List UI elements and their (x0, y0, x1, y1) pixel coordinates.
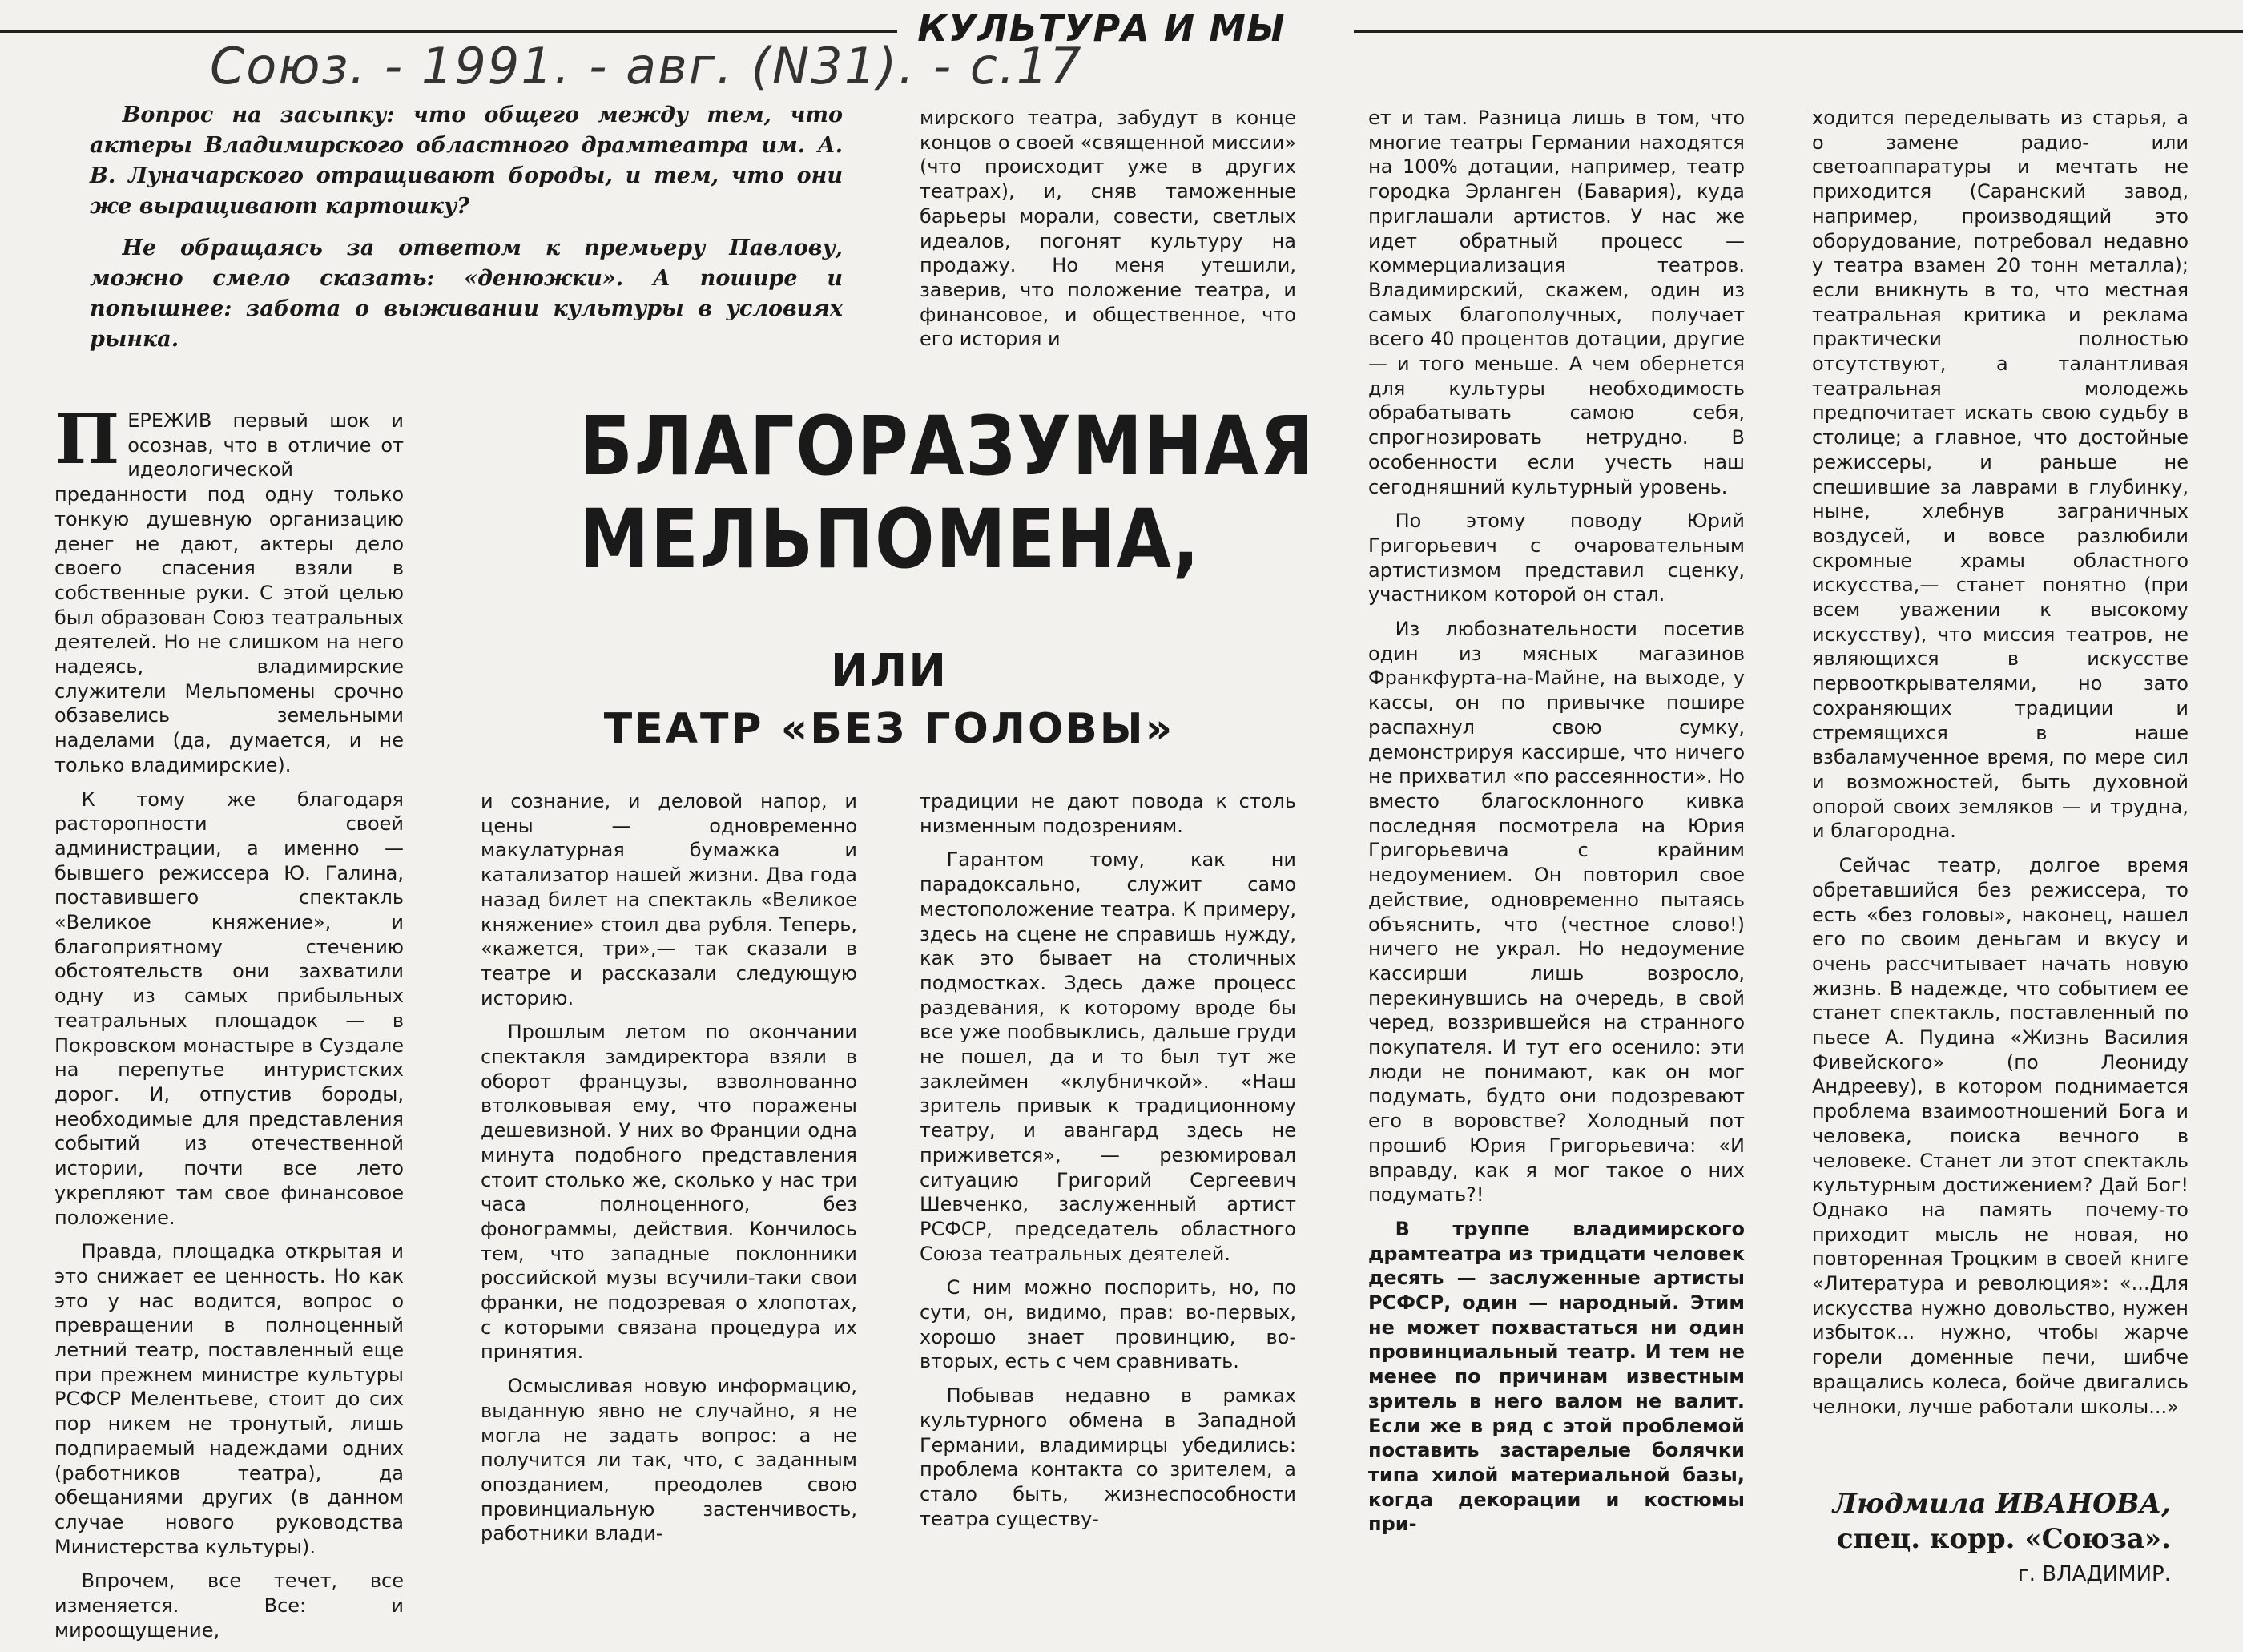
column-5 (1812, 106, 2189, 1428)
author-name: Людмила ИВАНОВА, (1832, 1488, 2171, 1520)
article-paragraph: Впрочем, все течет, все изменяется. Все: и мироощущение, (54, 1569, 404, 1642)
headline (579, 399, 1315, 587)
article-paragraph: ходится переделывать из старья, а о замене радио- или светоаппаратуры и мечтать не приходится (Саранский завод, например, производящий это оборудование, потребовал недавно у театра взамен 20 тонн металла); если вникнуть в то, что местная театральная критика и реклама практически полностью отсутствуют, а талантливая театральная молодежь предпочитает искать свою судьбу в столице; а главное, что достойные режиссеры, и раньше не спешившие за лаврами в глубинку, ныне, хлебнув заграничных воздусей, и вовсе разлюбили скромные храмы областного искусства,— станет понятно (при всем уважении к высокому искусству), что миссия театров, не являющихся в искусстве первооткрывателями, но зато сохраняющих традиции и стремящихся в наше взбаламученное время, по мере сил и возможностей, быть духовной опорой своих земляков — и трудна, и благородна. (1812, 107, 2189, 843)
column-1 (54, 399, 404, 1652)
article-paragraph: Осмысливая новую информацию, выданную явно не случайно, я не могла не задать вопрос: а не получится ли так, что, с заданным опозданием, преодолев свою провинциальную застенчивость, работники влади- (481, 1375, 857, 1545)
article-paragraph: ПЕРЕЖИВ первый шок и осознав, что в отличие от идеологической преданности под одну только тонкую душевную организацию денег не дают, актеры дело своего спасения взяли в собственные руки. С этой целью был образован Союз театральных деятелей. Но не слишком на него надеясь, владимирские служители Мельпомены срочно обзавелись земельными наделами (да, думается, и не только владимирские). (54, 399, 404, 776)
handwritten-citation: Союз. - 1991. - авг. (N31). - с.17 (210, 37, 1083, 95)
article-paragraph: Правда, площадка открытая и это снижает ее ценность. Но как это у нас водится, вопрос о превращении в полноценный летний театр, поставленный еще при прежнем министре культуры РСФСР Мелентьеве, стоит до сих пор никем не тронутый, лишь подпираемый надеждами одних (работников театра), да обещаниями других (в данном случае нового руководства Министерства культуры). (54, 1240, 404, 1558)
author-city: г. ВЛАДИМИР. (2018, 1562, 2171, 1586)
article-paragraph: Гарантом тому, как ни парадоксально, служит само местоположение театра. К примеру, здесь на сцене не справишь нужду, как это бывает на столичных подмостках. Здесь даже процесс раздевания, к которому вроде бы все уже пообвыклись, дальше груди не пошел, да и то был тут же заклеймен «клубничкой». «Наш зритель привык к традиционному театру, и авангард здесь не приживется», — резюмировал ситуацию Григорий Сергеевич Шевченко, заслуженный артист РСФСР, председатель областного Союза театральных деятелей. (920, 848, 1296, 1265)
column-3-top (920, 106, 1296, 361)
article-paragraph: мирского театра, забудут в конце концов о своей «священной миссии» (что происходит уже в других театрах), и, сняв таможенные барьеры морали, совести, светлых идеалов, погонят культуру на продажу. Но меня утешили, заверив, что положение театра, и финансовое, и общественное, что его история и (920, 107, 1296, 351)
headline-connector: ИЛИ (830, 645, 948, 697)
intro-lead (90, 100, 843, 366)
byline (1826, 1486, 2171, 1592)
article-paragraph: Из любознательности посетив один из мясных магазинов Франкфурта-на-Майне, на выходе, у кассы, он по привычке пошире распахнул свою сумку, демонстрируя кассирше, что ничего не прихватил «по рассеянности». Но вместо благосклонного кивка последняя посмотрела на Юрия Григорьевича с крайним недоумением. Он повторил свое действие, одновременно пытаясь объяснить, что (честное слово!) ничего не украл. Но недоумение кассирши лишь возросло, перекинувшись на очередь, в свой черед, воззрившейся на странного покупателя. И тут его осенило: эти люди не понимают, как он мог подумать, будто они подозревают его в воровстве? Холодный пот прошиб Юрия Григорьевича: «И вправду, как я мог такое о них подумать?! (1368, 618, 1745, 1207)
headline-subtitle: ТЕАТР «БЕЗ ГОЛОВЫ» (603, 705, 1175, 753)
headline-line-1: БЛАГОРАЗУМНАЯ (579, 399, 1315, 494)
header-rule-left (0, 30, 897, 33)
article-paragraph: В труппе владимирского драмтеатра из тридцати человек десять — заслуженные артисты РСФСР, один — народный. Этим не может похвастаться ни один провинциальный театр. И тем не менее по причинам известным зритель в него валом не валит. Если же в ряд с этой проблемой поставить застарелые болячки типа хилой материальной базы, когда декорации и костюмы при- (1368, 1217, 1745, 1536)
article-paragraph: Сейчас театр, долгое время обретавшийся без режиссера, то есть «без головы», наконец, нашел его по своим деньгам и вкусу и очень рассчитывает начать новую жизнь. В надежде, что событием ее станет спектакль, поставленный по пьесе А. Пудина «Жизнь Василия Фивейского» (по Леониду Андрееву), в котором поднимается проблема взаимоотношений Бога и человека, поиска вечного в человеке. Станет ли этот спектакль культурным достижением? Дай Бог! Однако на память почему-то приходит мысль не новая, но повторенная Троцким в своей книге «Литература и революция»: «...Для искусства нужно довольство, нужен избыток... нужно, чтобы жарче горели доменные печи, шибче вращались колеса, бойче двигались челноки, лучше работали школы...» (1812, 854, 2189, 1418)
article-paragraph: ет и там. Разница лишь в том, что многие театры Германии находятся на 100% дотации, например, театр городка Эрланген (Бавария), куда приглашали артистов. У нас же идет обратный процесс — коммерциализация театров. Владимирский, скажем, один из самых благополучных, получает всего 40 процентов дотации, другие — и того меньше. А чем обернется для культуры необходимость обрабатывать самою себя, спрогнозировать нетрудно. В особенности если учесть наш сегодняшний культурный уровень. (1368, 107, 1745, 498)
article-paragraph: С ним можно поспорить, но, по сути, он, видимо, прав: во-первых, хорошо знает провинцию, во-вторых, есть с чем сравнивать. (920, 1276, 1296, 1373)
drop-cap: П (54, 399, 120, 480)
intro-paragraph: Вопрос на засыпку: что общего между тем, что актеры Владимирского областного драмтеатра им. А. В. Луначарского отращивают бороды, и тем, что они же выращивают картошку? (90, 103, 843, 219)
section-rubric: КУЛЬТУРА И МЫ (917, 6, 1286, 50)
headline-line-2: МЕЛЬПОМЕНА, (579, 492, 1201, 587)
article-paragraph: По этому поводу Юрий Григорьевич с очаровательным артистизмом представил сценку, участником которой он стал. (1368, 510, 1745, 606)
author-role: спец. корр. «Союза». (1836, 1523, 2171, 1555)
article-paragraph: традиции не дают повода к столь низменным подозрениям. (920, 790, 1296, 837)
column-3 (920, 789, 1296, 1541)
article-paragraph: и сознание, и деловой напор, и цены — одновременно макулатурная бумажка и катализатор нашей жизни. Два года назад билет на спектакль «Великое княжение» стоил два рубля. Теперь, «кажется, три»,— так сказали в театре и рассказали следующую историю. (481, 790, 857, 1009)
column-4 (1368, 106, 1745, 1546)
article-paragraph: Прошлым летом по окончании спектакля замдиректора взяли в оборот французы, взволнованно втолковывая ему, что поражены дешевизной. У них во Франции одна минута подобного представления стоит столько же, сколько у нас три часа полноценного, без фонограммы, действия. Кончилось тем, что западные поклонники российской музы всучили-таки свои франки, не подозревая о хлопотах, с которыми связана процедура их принятия. (481, 1021, 857, 1364)
intro-paragraph: Не обращаясь за ответом к премьеру Павлову, можно смело сказать: «денюжки». А пошире и попышнее: забота о выживании культуры в условиях рынка. (90, 236, 843, 352)
header-rule-right (1354, 30, 2243, 33)
article-paragraph: К тому же благодаря расторопности своей администрации, а именно — бывшего режиссера Ю. Галина, поставившего спектакль «Великое княжение», и благоприятному стечению обстоятельств они захватили одну из самых прибыльных театральных площадок — в Покровском монастыре в Суздале на перепутье интуристских дорог. И, отпустив бороды, необходимые для представления событий из отечественной истории, почти все лето укрепляют там свое финансовое положение. (54, 788, 404, 1229)
column-2 (481, 789, 857, 1556)
article-paragraph: Побывав недавно в рамках культурного обмена в Западной Германии, владимирцы убедились: проблема контакта со зрителем, а стало быть, жизнеспособности театра существу- (920, 1384, 1296, 1530)
